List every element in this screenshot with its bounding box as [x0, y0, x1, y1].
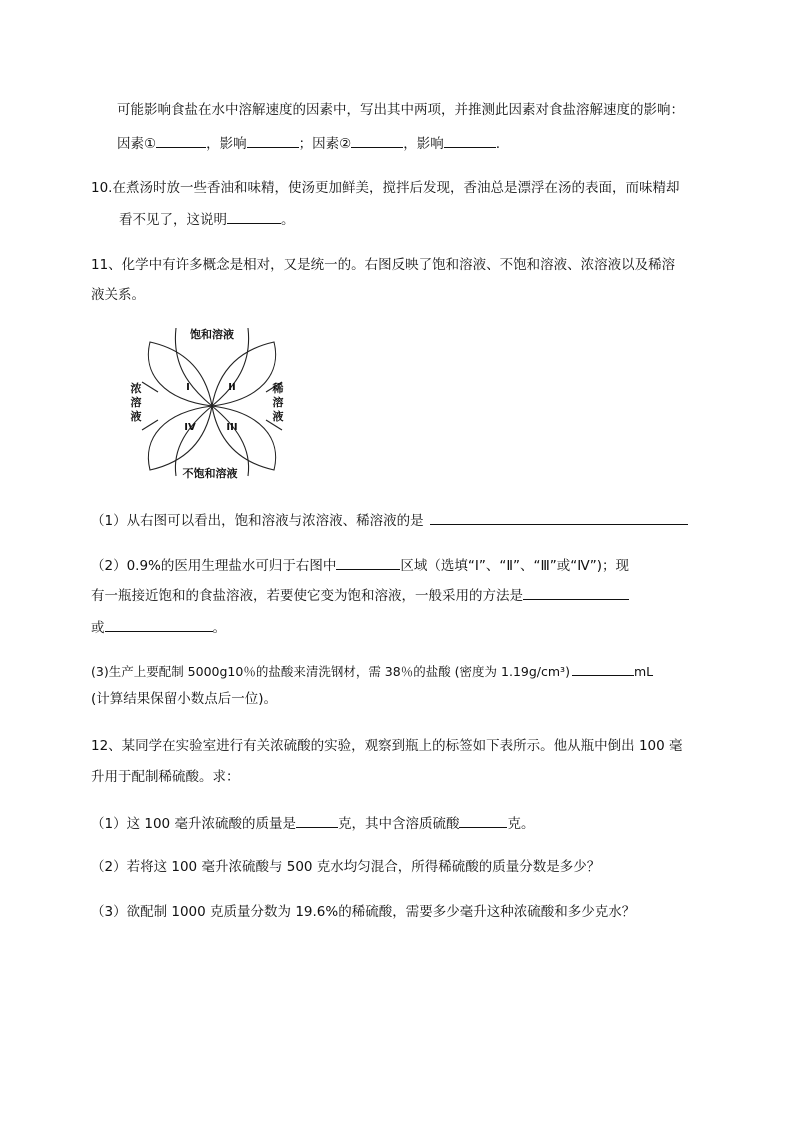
- q11-sub2-method2-blank[interactable]: [105, 617, 213, 632]
- q9-influence1-blank[interactable]: [247, 133, 299, 148]
- label-concentrated-1: 浓: [130, 382, 142, 395]
- label-unsaturated: 不饱和溶液: [182, 467, 238, 480]
- q12-sub1-b: 克，其中含溶质硫酸: [337, 816, 460, 832]
- q12-sub1: [91, 813, 534, 833]
- q9-line1: 可能影响食盐在水中溶解速度的因素中，写出其中两项，并推测此因素对食盐溶解速度的影响：: [117, 102, 684, 118]
- region-2: II: [228, 382, 236, 393]
- label-dilute-3: 液: [272, 410, 284, 423]
- q11-sub2-region-blank[interactable]: [336, 555, 400, 570]
- q9-influence1-label: ，影响: [206, 136, 247, 152]
- q12-sub1-a: （1）这 100 毫升浓硫酸的质量是: [91, 816, 296, 832]
- leaf-bottom-left: [148, 406, 212, 470]
- label-saturated: 饱和溶液: [190, 328, 234, 341]
- q9-factor2-blank[interactable]: [351, 133, 403, 148]
- q11-line2: 液关系。: [91, 287, 145, 303]
- q11-sub3-text: (3)生产上要配制 5000g10％的盐酸来清洗钢材，需 38％的盐酸 (密度为 1.19g/cm³): [91, 664, 570, 679]
- q11-sub1-text: （1）从右图可以看出，饱和溶液与浓溶液、稀溶液的是: [91, 513, 424, 529]
- q11-sub2-text-a: （2）0.9%的医用生理盐水可归于右图中: [91, 558, 337, 574]
- label-dilute-1: 稀: [272, 382, 284, 395]
- q12-sub3: （3）欲配制 1000 克质量分数为 19.6%的稀硫酸，需要多少毫升这种浓硫酸和多少克水？: [91, 904, 636, 920]
- label-dilute-2: 溶: [272, 396, 284, 409]
- label-concentrated-2: 溶: [130, 396, 142, 409]
- q12-mass-blank[interactable]: [296, 813, 338, 828]
- label-concentrated-3: 液: [130, 410, 142, 423]
- q11-sub3-unit: mL: [633, 664, 654, 679]
- q11-sub2-line3: [91, 617, 226, 637]
- q11-sub1-blank[interactable]: [430, 510, 688, 525]
- leaf-bottom-right: [212, 406, 276, 470]
- q12-line2: 升用于配制稀硫酸。求：: [91, 769, 240, 785]
- q10-answer-blank[interactable]: [227, 209, 281, 224]
- leaf-top-right: [212, 342, 276, 406]
- q11-sub1: [91, 510, 688, 530]
- q12-solute-blank[interactable]: [459, 813, 507, 828]
- q9-factor1-blank[interactable]: [156, 133, 206, 148]
- solution-relationship-diagram: [128, 322, 288, 480]
- leaf-top-left: [148, 342, 212, 406]
- q9-period: .: [495, 136, 501, 152]
- q12-sub1-c: 克。: [507, 816, 535, 832]
- q11-sub2-line2-text: 有一瓶接近饱和的食盐溶液，若要使它变为饱和溶液，一般采用的方法是: [91, 588, 523, 604]
- q12-line1: 12、某同学在实验室进行有关浓硫酸的实验，观察到瓶上的标签如下表所示。他从瓶中倒出 100 毫: [91, 738, 683, 754]
- tick-left-upper: [142, 382, 158, 392]
- q11-sub2-text-b: 区域（选填“Ⅰ”、“Ⅱ”、“Ⅲ”或“Ⅳ”)；现: [400, 558, 630, 574]
- region-3: III: [226, 422, 238, 433]
- divider-bottom-right: [212, 406, 249, 476]
- q10-line2-prefix: 看不见了，这说明: [119, 212, 227, 228]
- q10-line2: [119, 209, 295, 229]
- q9-influence2-label: ，影响: [403, 136, 444, 152]
- q11-line1: 11、化学中有许多概念是相对，又是统一的。右图反映了饱和溶液、不饱和溶液、浓溶液以及稀溶: [91, 257, 676, 273]
- q9-factor1-label: 因素①: [117, 136, 157, 152]
- q10-line2-suffix: 。: [281, 212, 295, 228]
- region-1: I: [186, 382, 190, 393]
- q11-sub2-or: 或: [91, 620, 105, 636]
- region-4: IV: [184, 422, 196, 433]
- q9-influence2-blank[interactable]: [444, 133, 496, 148]
- q12-sub2: （2）若将这 100 毫升浓硫酸与 500 克水均匀混合，所得稀硫酸的质量分数是多少？: [91, 859, 601, 875]
- q9-semicolon: ；: [298, 136, 313, 152]
- tick-left-lower: [142, 420, 158, 430]
- q10-line1: 10.在煮汤时放一些香油和味精，使汤更加鲜美，搅拌后发现，香油总是漂浮在汤的表面，而味精却: [91, 180, 680, 196]
- q11-sub3-line1: [91, 661, 653, 681]
- q11-sub3-blank[interactable]: [572, 661, 634, 676]
- q11-sub3-line2: (计算结果保留小数点后一位)。: [91, 691, 278, 707]
- q9-factor2-label: 因素②: [312, 136, 352, 152]
- q11-sub2-method1-blank[interactable]: [523, 585, 629, 600]
- q11-sub2-line2: [91, 585, 629, 605]
- q9-line2: [117, 133, 500, 153]
- q11-sub2-line3-end: 。: [212, 620, 226, 636]
- q11-sub2-line1: [91, 555, 629, 575]
- divider-bottom-left: [175, 406, 212, 476]
